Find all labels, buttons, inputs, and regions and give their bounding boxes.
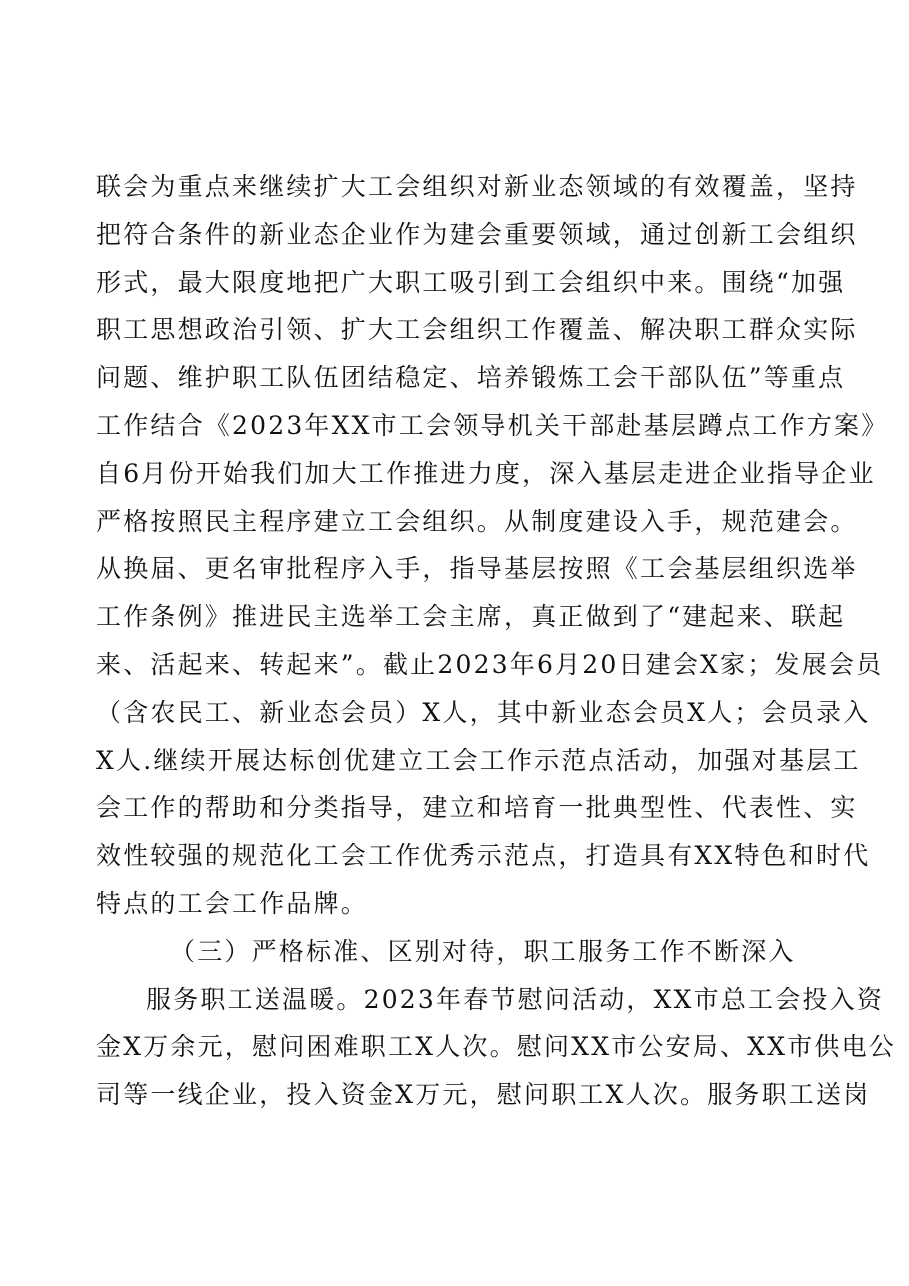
section-heading: （三）严格标准、区别对待，职工服务工作不断深入 [170,936,796,966]
text-line: 从换届、更名审批程序入手，指导基层按照《工会基层组织选举 [96,554,858,584]
text-line: 职工思想政治引领、扩大工会组织工作覆盖、解决职工群众实际 [96,315,858,345]
text-line: 来、活起来、转起来”。截止2023年6月20日建会X家；发展会员 [96,649,884,679]
text-line: 会工作的帮助和分类指导，建立和培育一批典型性、代表性、实 [96,793,858,823]
text-line: 效性较强的规范化工会工作优秀示范点，打造具有XX特色和时代 [96,841,871,871]
text-line: 司等一线企业，投入资金X万元，慰问职工X人次。服务职工送岗 [96,1080,871,1110]
text-line: 特点的工会工作品牌。 [96,888,369,918]
text-line: 联会为重点来继续扩大工会组织对新业态领域的有效覆盖，坚持 [96,172,858,201]
document-body [96,163,896,1119]
text-line: 工作条例》推进民主选举工会主席，真正做到了“建起来、联起 [96,602,846,632]
text-line: 严格按照民主程序建立工会组织。从制度建设入手，规范建会。 [96,506,858,536]
text-line: （含农民工、新业态会员）X人，其中新业态会员X人；会员录入 [96,697,871,727]
text-line: 自6月份开始我们加大工作推进力度，深入基层走进企业指导企业 [96,458,876,488]
text-line: 形式，最大限度地把广大职工吸引到工会组织中来。围绕“加强 [96,267,846,297]
text-line: 工作结合《2023年XX市工会领导机关干部赴基层蹲点工作方案》 [96,410,889,440]
text-line: 问题、维护职工队伍团结稳定、培养锻炼工会干部队伍”等重点 [96,363,846,393]
text-line: 把符合条件的新业态企业作为建会重要领域，通过创新工会组织 [96,219,858,249]
text-line: X人.继续开展达标创优建立工会工作示范点活动，加强对基层工 [96,745,861,775]
text-line: 金X万余元，慰问困难职工X人次。慰问XX市公安局、XX市供电公 [96,1032,896,1062]
text-line: 服务职工送温暖。2023年春节慰问活动，XX市总工会投入资 [146,984,885,1014]
